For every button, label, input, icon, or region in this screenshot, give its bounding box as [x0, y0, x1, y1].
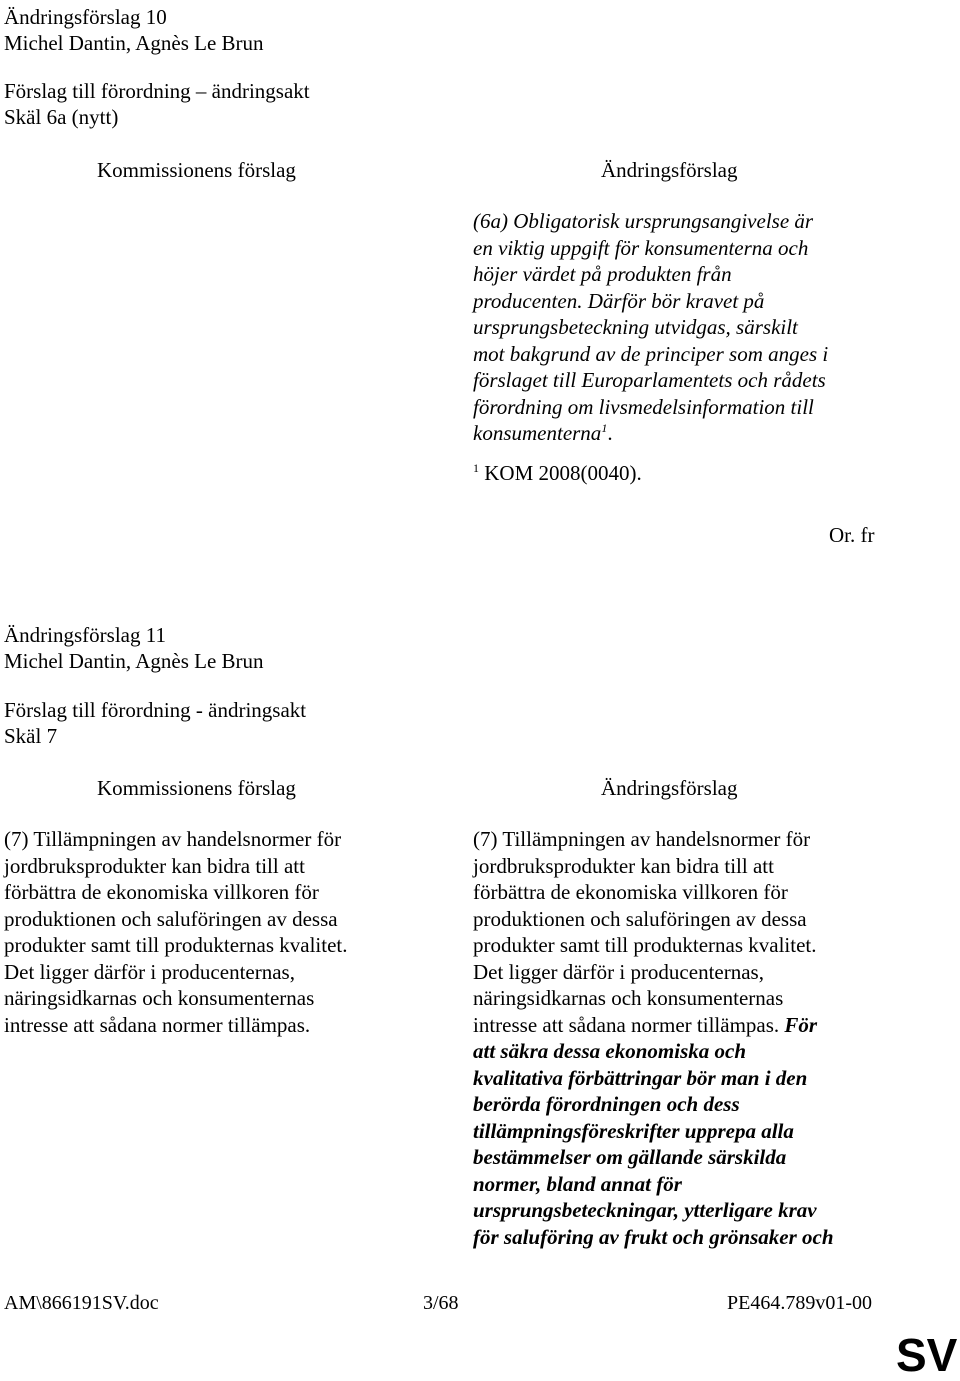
text-line: (6a) Obligatorisk ursprungsangivelse är [473, 209, 814, 233]
added-text-line: ursprungsbeteckningar, ytterligare krav [473, 1198, 817, 1222]
text-line: näringsidkarnas och konsumenternas [4, 986, 315, 1010]
footnote [473, 460, 913, 487]
text-line: produkter samt till produkternas kvalitet. [473, 933, 817, 957]
added-text-line: normer, bland annat för [473, 1171, 682, 1196]
text-line: en viktig uppgift för konsumenterna och [473, 235, 809, 260]
added-text-line: för saluföring av frukt och grönsaker och [473, 1224, 834, 1249]
added-text-line: bestämmelser om gällande särskilda [473, 1145, 787, 1169]
added-text-line: tillämpningsföreskrifter upprepa alla [473, 1118, 794, 1143]
amendment-10-title: Ändringsförslag 10 [4, 5, 167, 29]
text-line: (7) Tillämpningen av handelsnormer för [4, 827, 342, 851]
text-line: förbättra de ekonomiska villkoren för [4, 880, 319, 904]
text-line: mot bakgrund av de principer som anges i [473, 341, 829, 366]
text-line-end: konsumenterna [473, 421, 602, 445]
language-mark: SV [896, 1329, 958, 1381]
text-line: höjer värdet på produkten från [473, 262, 732, 286]
amendment-11-title: Ändringsförslag 11 [4, 623, 166, 647]
added-text-line: kvalitativa förbättringar bör man i den [473, 1065, 808, 1090]
text-line: näringsidkarnas och konsumenternas [473, 986, 784, 1010]
added-text-line: att säkra dessa ekonomiska och [473, 1039, 747, 1063]
text-line: intresse att sådana normer tillämpas. [4, 1012, 311, 1037]
footer-page-number: 3/68 [423, 1292, 459, 1314]
footnote-number: 1 [473, 461, 479, 475]
text-line-with-footnote [473, 420, 913, 447]
footer-pe-ref: PE464.789v01-00 [727, 1292, 872, 1314]
text-line: produkter samt till produkternas kvalitet. [4, 933, 348, 957]
text-line: förbättra de ekonomiska villkoren för [473, 880, 788, 904]
footnote-marker: 1 [601, 421, 608, 435]
text-line-mixed [473, 1012, 913, 1039]
text-line: Det ligger därför i producenternas, [473, 959, 764, 984]
sentence-end: . [607, 421, 613, 445]
amendment-10-proposal: Förslag till förordning – ändringsakt [4, 79, 310, 103]
text-line: jordbruksprodukter kan bidra till att [473, 853, 774, 878]
added-text-segment: För [784, 1012, 818, 1037]
text-line: produktionen och saluföringen av dessa [4, 906, 338, 931]
commission-text [4, 826, 444, 1038]
amendment-11-text [473, 826, 913, 1250]
amendment-10-right-header: Ändringsförslag [601, 158, 738, 182]
text-line: (7) Tillämpningen av handelsnormer för [473, 827, 811, 851]
amendment-11-authors: Michel Dantin, Agnès Le Brun [4, 649, 264, 673]
amendment-10-authors: Michel Dantin, Agnès Le Brun [4, 31, 264, 55]
amendment-11-left-header: Kommissionens förslag [97, 776, 296, 800]
amendment-10-left-header: Kommissionens förslag [97, 158, 296, 182]
text-line: producenten. Därför bör kravet på [473, 288, 765, 313]
original-language: Or. fr [829, 523, 875, 547]
text-line: produktionen och saluföringen av dessa [473, 906, 807, 931]
text-line: förslaget till Europarlamentets och rådets [473, 368, 826, 392]
added-text-line: berörda förordningen och dess [473, 1092, 740, 1116]
text-segment: intresse att sådana normer tillämpas. [473, 1012, 780, 1037]
text-line: ursprungsbeteckning utvidgas, särskilt [473, 315, 798, 339]
amendment-10-text [473, 208, 913, 447]
amendment-10-recital: Skäl 6a (nytt) [4, 105, 119, 129]
amendment-11-right-header: Ändringsförslag [601, 776, 738, 800]
text-line: Det ligger därför i producenternas, [4, 959, 295, 984]
footnote-text: KOM 2008(0040). [484, 461, 642, 485]
footer-doc-ref: AM\866191SV.doc [4, 1292, 159, 1314]
amendment-11-recital: Skäl 7 [4, 724, 58, 748]
text-line: förordning om livsmedelsinformation till [473, 394, 814, 419]
amendment-11-proposal: Förslag till förordning - ändringsakt [4, 698, 307, 722]
text-line: jordbruksprodukter kan bidra till att [4, 853, 305, 878]
